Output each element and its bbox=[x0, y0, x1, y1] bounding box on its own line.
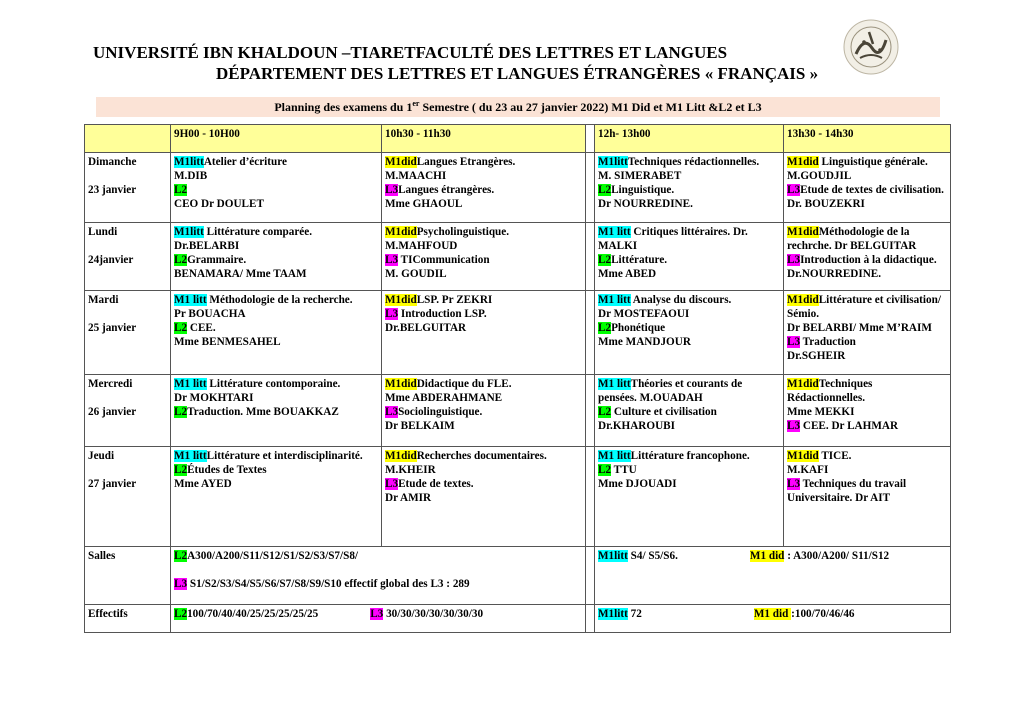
level-tag: M1 litt bbox=[174, 378, 207, 390]
teacher-name: Mme BENMESAHEL bbox=[174, 336, 281, 348]
exam-line bbox=[385, 225, 582, 239]
teacher-name: Mme GHAOUL bbox=[385, 198, 463, 210]
exam-line bbox=[385, 183, 582, 197]
level-tag: L3 bbox=[385, 406, 399, 418]
exam-line bbox=[174, 267, 378, 281]
level-tag: L2 bbox=[174, 608, 188, 620]
module-name: LSP. Pr ZEKRI bbox=[416, 294, 493, 306]
calligraphy-seal-icon bbox=[842, 18, 900, 76]
student-counts: 72 bbox=[627, 608, 642, 620]
room-list: : A300/A200/ S11/S12 bbox=[784, 550, 890, 562]
exam-cell bbox=[171, 223, 382, 291]
exam-line bbox=[598, 307, 780, 321]
exam-cell bbox=[784, 153, 951, 223]
teacher-name: Dr.KHAROUBI bbox=[598, 420, 675, 432]
module-name: Théories et courants de pensées. M.OUADAH bbox=[598, 378, 743, 404]
level-tag: M1 litt bbox=[598, 378, 631, 390]
teacher-name: Dr BELARBI/ Mme M’RAIM bbox=[787, 322, 932, 334]
exam-line bbox=[174, 239, 378, 253]
spacer bbox=[88, 169, 167, 183]
level-tag: L3 bbox=[385, 308, 399, 320]
teacher-name: Mme MEKKI bbox=[787, 406, 855, 418]
exam-line bbox=[385, 463, 582, 477]
exam-cell bbox=[382, 375, 586, 447]
level-tag: M1did bbox=[385, 156, 417, 168]
room-list: A300/A200/S11/S12/S1/S2/S3/S7/S8/ bbox=[187, 550, 359, 562]
level-tag: L3 bbox=[385, 254, 399, 266]
exam-line bbox=[385, 169, 582, 183]
module-name: Littérature et civilisation/ Sémio. bbox=[787, 294, 941, 320]
module-name: Littérature et interdisciplinarité. bbox=[206, 450, 363, 462]
level-tag: L2 bbox=[598, 184, 612, 196]
module-name: Littérature francophone. bbox=[630, 450, 750, 462]
exam-line bbox=[174, 335, 378, 349]
exam-line bbox=[787, 377, 947, 405]
exam-cell bbox=[171, 291, 382, 375]
exam-line bbox=[787, 349, 947, 363]
day-date: 23 janvier bbox=[88, 184, 137, 196]
level-tag: L3 bbox=[787, 478, 801, 490]
level-tag: L2 bbox=[598, 464, 612, 476]
day-row bbox=[85, 153, 951, 223]
level-tag: L3 bbox=[385, 184, 399, 196]
salles-l3 bbox=[174, 577, 582, 591]
exam-line bbox=[385, 477, 582, 491]
module-name: TTU bbox=[611, 464, 637, 476]
level-tag: L2 bbox=[174, 464, 188, 476]
level-tag: M1did bbox=[787, 450, 819, 462]
module-name: Langues étrangères. bbox=[398, 184, 495, 196]
level-tag: M1 litt bbox=[174, 450, 207, 462]
day-name: Mardi bbox=[88, 294, 119, 306]
level-tag: M1 litt bbox=[598, 226, 631, 238]
level-tag: M1did bbox=[385, 294, 417, 306]
exam-line bbox=[174, 225, 378, 239]
exam-line bbox=[787, 169, 947, 183]
gap-cell bbox=[586, 447, 595, 547]
module-name: Linguistique. bbox=[611, 184, 675, 196]
day-name: Lundi bbox=[88, 226, 118, 238]
exam-line bbox=[598, 449, 780, 463]
exam-line bbox=[385, 155, 582, 169]
teacher-name: Dr NOURREDINE. bbox=[598, 198, 693, 210]
teacher-name: BENAMARA/ Mme TAAM bbox=[174, 268, 307, 280]
exam-line bbox=[787, 267, 947, 281]
exam-line bbox=[787, 321, 947, 335]
effectifs-row bbox=[85, 605, 951, 633]
teacher-name: Dr.BELARBI bbox=[174, 240, 240, 252]
exam-line bbox=[787, 197, 947, 211]
module-name: Introduction à la didactique. bbox=[800, 254, 937, 266]
exam-cell bbox=[171, 375, 382, 447]
exam-cell bbox=[171, 153, 382, 223]
exam-line bbox=[385, 239, 582, 253]
corner-cell bbox=[85, 125, 171, 153]
department-title: DÉPARTEMENT DES LETTRES ET LANGUES ÉTRANGÈRES « FRANÇAIS » bbox=[216, 64, 819, 83]
day-cell bbox=[85, 223, 171, 291]
level-tag: M1did bbox=[385, 378, 417, 390]
student-counts: 30/30/30/30/30/30/30 bbox=[383, 608, 484, 620]
exam-line bbox=[598, 321, 780, 335]
module-name: Méthodologie de la recherche. bbox=[206, 294, 353, 306]
exam-line bbox=[385, 321, 582, 335]
module-name: Grammaire. bbox=[187, 254, 247, 266]
student-counts: :100/70/46/46 bbox=[791, 608, 855, 620]
effectifs-label: Effectifs bbox=[85, 605, 171, 633]
teacher-name: Mme ABED bbox=[598, 268, 657, 280]
teacher-name: M.MAHFOUD bbox=[385, 240, 458, 252]
exam-schedule-table bbox=[84, 124, 951, 633]
teacher-name: Mme ABDERAHMANE bbox=[385, 392, 503, 404]
time-slot-header: 12h- 13h00 bbox=[595, 125, 784, 153]
exam-line bbox=[598, 197, 780, 211]
teacher-name: M.MAACHI bbox=[385, 170, 447, 182]
module-name: Recherches documentaires. bbox=[416, 450, 547, 462]
day-cell bbox=[85, 153, 171, 223]
level-tag: M1did bbox=[787, 156, 819, 168]
teacher-name: M.DIB bbox=[174, 170, 208, 182]
student-counts: 100/70/40/40/25/25/25/25/25 bbox=[187, 608, 319, 620]
day-cell bbox=[85, 447, 171, 547]
university-title: UNIVERSITÉ IBN KHALDOUN –TIARETFACULTÉ DES LETTRES ET LANGUES bbox=[93, 43, 728, 62]
exam-line bbox=[787, 449, 947, 463]
spacer bbox=[174, 563, 582, 577]
exam-cell bbox=[382, 153, 586, 223]
teacher-name: M. GOUDIL bbox=[385, 268, 447, 280]
exam-line bbox=[174, 477, 378, 491]
module-name: Techniques du travail Universitaire. Dr AIT bbox=[787, 478, 907, 504]
exam-line bbox=[174, 405, 378, 419]
level-tag: M1did bbox=[787, 294, 819, 306]
teacher-name: M.GOUDJIL bbox=[787, 170, 852, 182]
gap-cell bbox=[586, 375, 595, 447]
level-tag: M1 litt bbox=[174, 294, 207, 306]
exam-line bbox=[598, 253, 780, 267]
day-row bbox=[85, 375, 951, 447]
exam-line bbox=[174, 183, 378, 197]
spacer bbox=[88, 307, 167, 321]
module-name: TICommunication bbox=[398, 254, 490, 266]
level-tag: M1 did bbox=[749, 550, 785, 562]
level-tag: L3 bbox=[787, 420, 801, 432]
exam-cell bbox=[784, 223, 951, 291]
exam-line bbox=[385, 197, 582, 211]
module-name: Culture et civilisation bbox=[611, 406, 717, 418]
exam-line bbox=[385, 391, 582, 405]
day-row bbox=[85, 291, 951, 375]
module-name: TICE. bbox=[818, 450, 852, 462]
exam-line bbox=[598, 463, 780, 477]
level-tag: L3 bbox=[370, 608, 384, 620]
level-tag: L2 bbox=[598, 254, 612, 266]
exam-cell bbox=[382, 223, 586, 291]
module-name: Linguistique générale. bbox=[818, 156, 928, 168]
teacher-name: Dr BELKAIM bbox=[385, 420, 455, 432]
exam-line bbox=[598, 169, 780, 183]
exam-cell bbox=[595, 375, 784, 447]
module-name: Langues Etrangères. bbox=[416, 156, 516, 168]
exam-line bbox=[174, 253, 378, 267]
level-tag: M1did bbox=[787, 226, 819, 238]
exam-line bbox=[385, 491, 582, 505]
day-name: Dimanche bbox=[88, 156, 137, 168]
exam-line bbox=[385, 267, 582, 281]
day-name: Mercredi bbox=[88, 378, 133, 390]
level-tag: M1 litt bbox=[598, 450, 631, 462]
module-name: Introduction LSP. bbox=[398, 308, 487, 320]
teacher-name: Dr.BELGUITAR bbox=[385, 322, 467, 334]
exam-line bbox=[598, 405, 780, 419]
module-name: Didactique du FLE. bbox=[416, 378, 512, 390]
time-slot-header: 9H00 - 10H00 bbox=[171, 125, 382, 153]
exam-cell bbox=[784, 447, 951, 547]
module-name: Méthodologie de la rechrche. Dr BELGUITAR bbox=[787, 226, 917, 252]
time-header-row bbox=[85, 125, 951, 153]
salles-master bbox=[598, 549, 947, 563]
level-tag: M1litt bbox=[598, 156, 628, 168]
exam-line bbox=[385, 419, 582, 433]
module-name: Etude de textes. bbox=[398, 478, 474, 490]
exam-line bbox=[385, 449, 582, 463]
exam-line bbox=[174, 463, 378, 477]
exam-line bbox=[174, 391, 378, 405]
module-name: Sociolinguistique. bbox=[398, 406, 483, 418]
level-tag: L3 bbox=[787, 184, 801, 196]
exam-line bbox=[174, 169, 378, 183]
level-tag: M1did bbox=[385, 226, 417, 238]
exam-cell bbox=[784, 291, 951, 375]
module-name: Traduction bbox=[800, 336, 856, 348]
module-name: CEE. bbox=[187, 322, 216, 334]
teacher-name: Dr. BOUZEKRI bbox=[787, 198, 865, 210]
exam-line bbox=[174, 307, 378, 321]
effectifs-master bbox=[598, 607, 947, 621]
exam-line bbox=[174, 293, 378, 307]
teacher-name: Mme DJOUADI bbox=[598, 478, 677, 490]
day-name: Jeudi bbox=[88, 450, 115, 462]
exam-line bbox=[598, 183, 780, 197]
exam-line bbox=[385, 253, 582, 267]
day-cell bbox=[85, 375, 171, 447]
teacher-name: M.KAFI bbox=[787, 464, 829, 476]
exam-line bbox=[787, 253, 947, 267]
exam-line bbox=[385, 405, 582, 419]
level-tag: M1did bbox=[787, 378, 819, 390]
time-slot-header: 13h30 - 14h30 bbox=[784, 125, 951, 153]
exam-line bbox=[174, 449, 378, 463]
level-tag: M1did bbox=[385, 450, 417, 462]
level-tag: M1 litt bbox=[598, 294, 631, 306]
salles-licence-cell bbox=[171, 547, 586, 605]
exam-line bbox=[598, 293, 780, 307]
exam-cell bbox=[171, 447, 382, 547]
level-tag: L2 bbox=[174, 550, 188, 562]
teacher-name: Mme MANDJOUR bbox=[598, 336, 691, 348]
exam-line bbox=[598, 377, 780, 405]
exam-line bbox=[787, 463, 947, 477]
room-list: S1/S2/S3/S4/S5/S6/S7/S8/S9/S10 effectif global des L3 : 289 bbox=[187, 578, 470, 590]
module-name: Phonétique bbox=[611, 322, 666, 334]
gap-cell bbox=[586, 153, 595, 223]
exam-cell bbox=[382, 447, 586, 547]
exam-line bbox=[174, 155, 378, 169]
day-date: 24janvier bbox=[88, 254, 134, 266]
module-name: Études de Textes bbox=[187, 464, 267, 476]
module-name: Critiques littéraires. Dr. MALKI bbox=[598, 226, 748, 252]
salles-l2 bbox=[174, 549, 582, 563]
gap-cell bbox=[586, 291, 595, 375]
spacer bbox=[88, 239, 167, 253]
exam-line bbox=[787, 477, 947, 505]
teacher-name: Pr BOUACHA bbox=[174, 308, 246, 320]
day-date: 27 janvier bbox=[88, 478, 137, 490]
teacher-name: Dr AMIR bbox=[385, 492, 432, 504]
exam-line bbox=[174, 377, 378, 391]
teacher-name: Dr MOKHTARI bbox=[174, 392, 254, 404]
module-name: Etude de textes de civilisation. bbox=[800, 184, 944, 196]
level-tag: L2 bbox=[174, 406, 188, 418]
level-tag: M1litt bbox=[598, 550, 628, 562]
day-row bbox=[85, 447, 951, 547]
exam-cell bbox=[595, 447, 784, 547]
salles-row bbox=[85, 547, 951, 605]
exam-line bbox=[787, 335, 947, 349]
exam-line bbox=[598, 267, 780, 281]
exam-line bbox=[598, 335, 780, 349]
level-tag: M1litt bbox=[174, 156, 204, 168]
exam-line bbox=[787, 419, 947, 433]
banner-sup: er bbox=[412, 99, 420, 108]
effectifs-licence bbox=[174, 607, 582, 621]
module-name: Littérature. bbox=[611, 254, 668, 266]
banner-suffix: Semestre ( du 23 au 27 janvier 2022) M1 Did et M1 Litt &L2 et L3 bbox=[419, 100, 762, 114]
module-name: Techniques Rédactionnelles. bbox=[787, 378, 873, 404]
module-name: Psycholinguistique. bbox=[416, 226, 510, 238]
exam-line bbox=[787, 405, 947, 419]
module-name: Littérature comparée. bbox=[203, 226, 313, 238]
exam-cell bbox=[595, 223, 784, 291]
exam-line bbox=[598, 155, 780, 169]
level-tag: L3 bbox=[385, 478, 399, 490]
level-tag: L3 bbox=[787, 336, 801, 348]
level-tag: M1 did bbox=[753, 608, 792, 620]
level-tag: L2 bbox=[598, 406, 612, 418]
exam-cell bbox=[595, 291, 784, 375]
exam-cell bbox=[784, 375, 951, 447]
exam-line bbox=[598, 477, 780, 491]
level-tag: L3 bbox=[787, 254, 801, 266]
level-tag: L2 bbox=[174, 254, 188, 266]
time-slot-header: 10h30 - 11h30 bbox=[382, 125, 586, 153]
teacher-name: M.KHEIR bbox=[385, 464, 436, 476]
exam-cell bbox=[595, 153, 784, 223]
teacher-name: CEO Dr DOULET bbox=[174, 198, 264, 210]
exam-line bbox=[385, 377, 582, 391]
banner-prefix: Planning des examens du 1 bbox=[274, 100, 413, 114]
teacher-name: Dr.NOURREDINE. bbox=[787, 268, 882, 280]
level-tag: M1litt bbox=[174, 226, 204, 238]
module-name: Traduction. Mme BOUAKKAZ bbox=[187, 406, 339, 418]
exam-line bbox=[787, 225, 947, 253]
exam-line bbox=[174, 321, 378, 335]
module-name: Littérature contomporaine. bbox=[206, 378, 341, 390]
gap-cell bbox=[586, 547, 595, 605]
level-tag: M1litt bbox=[598, 608, 628, 620]
module-name: Analyse du discours. bbox=[630, 294, 732, 306]
teacher-name: Dr.SGHEIR bbox=[787, 350, 846, 362]
teacher-name: Mme AYED bbox=[174, 478, 232, 490]
exam-line bbox=[787, 155, 947, 169]
day-cell bbox=[85, 291, 171, 375]
exam-line bbox=[787, 183, 947, 197]
exam-cell bbox=[382, 291, 586, 375]
teacher-name: M. SIMERABET bbox=[598, 170, 682, 182]
salles-label: Salles bbox=[85, 547, 171, 605]
spacer bbox=[88, 463, 167, 477]
salles-master-cell bbox=[595, 547, 951, 605]
level-tag: L3 bbox=[174, 578, 188, 590]
gap-cell bbox=[586, 605, 595, 633]
spacer bbox=[88, 391, 167, 405]
exam-line bbox=[385, 293, 582, 307]
level-tag: L2 bbox=[174, 184, 188, 196]
day-row bbox=[85, 223, 951, 291]
gap-cell bbox=[586, 223, 595, 291]
exam-line bbox=[787, 293, 947, 321]
module-name: CEE. Dr LAHMAR bbox=[800, 420, 899, 432]
level-tag: L2 bbox=[598, 322, 612, 334]
gap-cell bbox=[586, 125, 595, 153]
effectifs-licence-cell bbox=[171, 605, 586, 633]
exam-planning-banner bbox=[96, 97, 940, 117]
module-name: Techniques rédactionnelles. bbox=[627, 156, 760, 168]
teacher-name: Dr MOSTEFAOUI bbox=[598, 308, 690, 320]
exam-line bbox=[598, 225, 780, 253]
day-date: 25 janvier bbox=[88, 322, 137, 334]
exam-line bbox=[385, 307, 582, 321]
room-list: S4/ S5/S6. bbox=[627, 550, 678, 562]
effectifs-master-cell bbox=[595, 605, 951, 633]
module-name: Atelier d’écriture bbox=[203, 156, 287, 168]
exam-line bbox=[174, 197, 378, 211]
level-tag: L2 bbox=[174, 322, 188, 334]
day-date: 26 janvier bbox=[88, 406, 137, 418]
exam-line bbox=[598, 419, 780, 433]
